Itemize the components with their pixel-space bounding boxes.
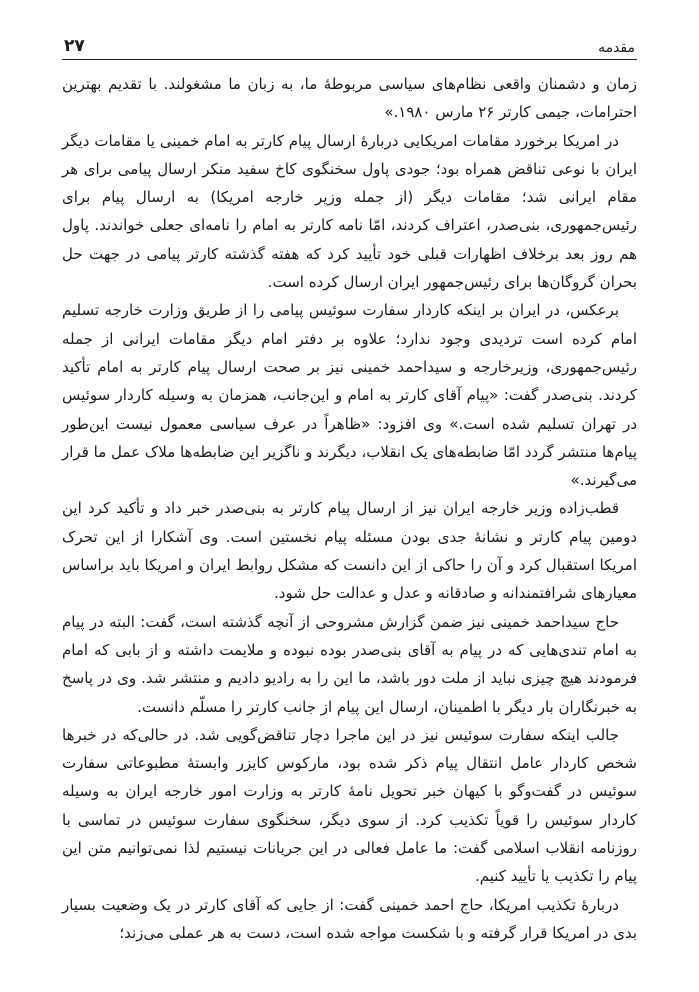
paragraph: دربارهٔ تکذیب امریکا، حاج احمد خمینی گفت: از جایی که آقای کارتر در یک وضعیت بسیار بدی در امریکا قرار گرفته و با شکست مواجه شده است، دست به هر عملی می‌زند؛ [62, 895, 637, 942]
page-number: ۲۷ [64, 36, 85, 56]
body-text [62, 70, 637, 947]
paragraph: در امریکا برخورد مقامات امریکایی دربارهٔ ارسال پیام کارتر به امام خمینی یا مقامات دیگر ایران با نوعی تناقض همراه بود؛ جودی پاول سخنگوی کاخ سفید منکر ارسال پیامی برای هر مقام ایرانی شد؛ مقامات دیگر (از جمله وزیر خارجه امریکا) به ارسال پیام برای رئیس‌جمهوری، بنی‌صدر، اعتراف کردند، امّا نامه کارتر به امام را نامه‌ای جعلی خواندند. پاول هم روز بعد برخلاف اظهارات قبلی خود تأیید کرد که هفته گذشته کارتر پیامی در جهت حل بحران گروگان‌ها برای رئیس‌جمهور ایران ارسال کرده است. [62, 131, 637, 292]
paragraph: زمان و دشمنان واقعی نظام‌های سیاسی مربوطهٔ ما، به زبان ما مشغولند. با تقدیم بهترین احترامات، جیمی کارتر ۲۶ مارس ۱۹۸۰.» [62, 75, 637, 122]
running-header [62, 30, 637, 60]
paragraph: قطب‌زاده وزیر خارجه ایران نیز از ارسال پیام کارتر به بنی‌صدر خبر داد و تأکید کرد این دومین پیام کارتر و نشانهٔ جدی بودن مسئله پیام نخستین است. وی آشکارا از این تحرک امریکا استقبال کرد و آن را حاکی از این دانست که مشکل روابط ایران و امریکا باید براساس معیارهای شرافتمندانه و صادقانه و عدل و عدالت حل شود. [62, 499, 637, 603]
paragraph: جالب اینکه سفارت سوئیس نیز در این ماجرا دچار تناقض‌گویی شد. در حالی‌که در خبرها شخص کاردار عامل انتقال پیام ذکر شده بود، مارکوس کایزر وابستهٔ مطبوعاتی سفارت سوئیس در گفت‌وگو با کیهان خبر تحویل نامهٔ کارتر به وزارت امور خارجه ایران به وسیله کاردار سوئیس را قویاً تکذیب کرد. از سوی دیگر، سخنگوی سفارت سوئیس در تماسی با روزنامه انقلاب اسلامی گفت: ما عامل فعالی در این جریانات نیستیم لذا نمی‌توانیم متن این پیام را تکذیب یا تأیید کنیم. [62, 725, 637, 886]
paragraph: برعکس، در ایران بر اینکه کاردار سفارت سوئیس پیامی را از طریق وزارت خارجه تسلیم امام کرده است تردیدی وجود ندارد؛ علاوه بر دفتر امام دیگر مقامات ایرانی از جمله رئیس‌جمهوری، وزیرخارجه و سیداحمد خمینی نیز بر صحت ارسال پیام کارتر به امام تأکید کردند. بنی‌صدر گفت: «پیام آقای کارتر به امام و این‌جانب، همزمان به وسیله کاردار سوئیس در تهران تسلیم شده است.» وی افزود: «ظاهراً در عرف سیاسی معمول نیست این‌طور پیام‌ها منتشر گردد امّا ضابطه‌های یک انقلاب، دیگرند و ناگزیر این ضابطه‌ها ملاک عمل ما قرار می‌گیرند.» [62, 301, 637, 490]
paragraph: حاج سیداحمد خمینی نیز ضمن گزارش مشروحی از آنچه گذشته است، گفت: البته در پیام به امام تندی‌هایی که در پیام به آقای بنی‌صدر بوده نبوده و ملایمت داشته و از بابی که امام فرمودند هیچ چیزی نباید از ملت دور باشد، ما این را به رادیو دادیم و منتشر شد. وی در پاسخ به خبرنگاران بار دیگر با اطمینان، ارسال این پیام از جانب کارتر را مسلّم دانست. [62, 612, 637, 716]
running-title: مقدمه [598, 40, 635, 56]
